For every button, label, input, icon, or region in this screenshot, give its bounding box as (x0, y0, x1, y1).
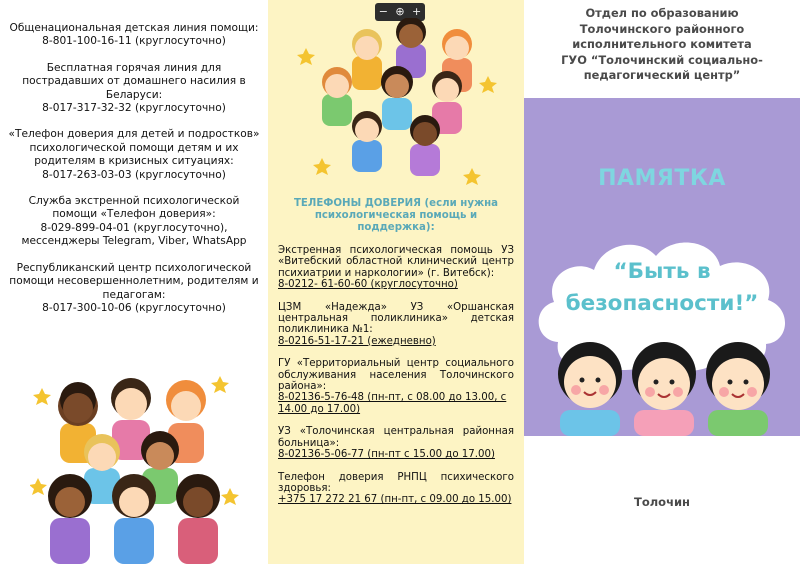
helpline-name: Служба экстренной психологической помощи «Телефон доверия»: (28, 195, 240, 221)
helpline-phone: 8-029-899-04-01 (круглосуточно), мессенджеры Telegram, Viber, WhatsApp (21, 221, 247, 248)
helpline-phone: 8-017-300-10-06 (круглосуточно) (42, 301, 226, 314)
zoom-in-button[interactable]: + (412, 5, 422, 18)
helpline-phone: 8-017-263-03-03 (круглосуточно) (42, 168, 226, 181)
slogan-line: безопасности!” (565, 291, 759, 316)
middle-panel (268, 0, 524, 564)
right-panel (524, 0, 800, 564)
list-item (278, 472, 514, 506)
header-line: педагогический центр” (583, 68, 741, 83)
helpline-list (8, 22, 260, 328)
slogan (540, 256, 784, 320)
entry-phone: 8-0216-51-17-21 (ежедневно) (278, 335, 436, 347)
helpline-name: Республиканский центр психологической помощи несовершеннолетним, родителям и педагогам: (9, 261, 259, 301)
entry-description: Телефон доверия РНПЦ психического здоровья: (278, 471, 514, 494)
entry-phone: 8-02136-5-76-48 (пн-пт, с 08.00 до 13.00, с 14.00 до 17.00) (278, 392, 507, 415)
list-item (278, 245, 514, 291)
helpline-block (8, 22, 260, 49)
entry-description: УЗ «Толочинская центральная районная больница»: (278, 426, 514, 449)
helpline-name: Бесплатная горячая линия для пострадавших от домашнего насилия в Беларуси: (22, 61, 246, 101)
helpline-phone: 8-017-317-32-32 (круглосуточно) (42, 102, 226, 115)
header-line: ГУО “Толочинский социально- (561, 52, 763, 67)
children-group-illustration (30, 368, 245, 564)
organization-header (524, 0, 800, 98)
helpline-block (8, 128, 260, 182)
cover-title: ПАМЯТКА (598, 166, 726, 191)
left-panel (0, 0, 268, 564)
jumping-children-illustration (292, 18, 502, 188)
header-line: Отдел по образованию (585, 6, 739, 20)
entry-phone: 8-0212- 61-60-60 (круглосуточно) (278, 279, 458, 291)
entry-phone: +375 17 272 21 67 (пн-пт, с 09.00 до 15.00) (278, 494, 512, 506)
entry-description: ГУ «Территориальный центр социального обслуживания населения Толочинского района»: (278, 358, 514, 393)
trust-phones-heading: ТЕЛЕФОНЫ ДОВЕРИЯ (если нужна психологическая помощь и поддержка): (293, 198, 499, 233)
entry-description: Экстренная психологическая помощь УЗ «Витебский областной клинический центр психиатрии и наркологии» (г. Витебск): (278, 245, 514, 279)
header-line: исполнительного комитета (572, 37, 752, 52)
trust-phones-list (278, 245, 514, 517)
entry-phone: 8-02136-5-06-77 (пн-пт с 15.00 до 17.00) (278, 449, 495, 461)
zoom-icon[interactable]: ⊕ (395, 5, 405, 18)
city-name: Толочин (634, 495, 690, 509)
helpline-phone: 8-801-100-16-11 (круглосуточно) (42, 35, 226, 48)
slogan-line: “Быть в (613, 259, 711, 284)
helpline-block (8, 262, 260, 316)
three-children-illustration (550, 330, 780, 436)
list-item (278, 426, 514, 460)
helpline-block (8, 62, 260, 116)
entry-description: ЦЗМ «Надежда» УЗ «Оршанская центральная поликлиника» детская поликлиника №1: (278, 301, 514, 336)
list-item (278, 358, 514, 415)
header-line: Толочинского районного (579, 21, 745, 36)
helpline-block (8, 195, 260, 249)
list-item (278, 302, 514, 348)
helpline-name: «Телефон доверия для детей и подростков» психологической помощи детям и их родителям в кризисных ситуациях: (8, 128, 260, 168)
zoom-out-button[interactable]: − (378, 5, 388, 18)
helpline-name: Общенациональная детская линия помощи: (9, 22, 259, 34)
